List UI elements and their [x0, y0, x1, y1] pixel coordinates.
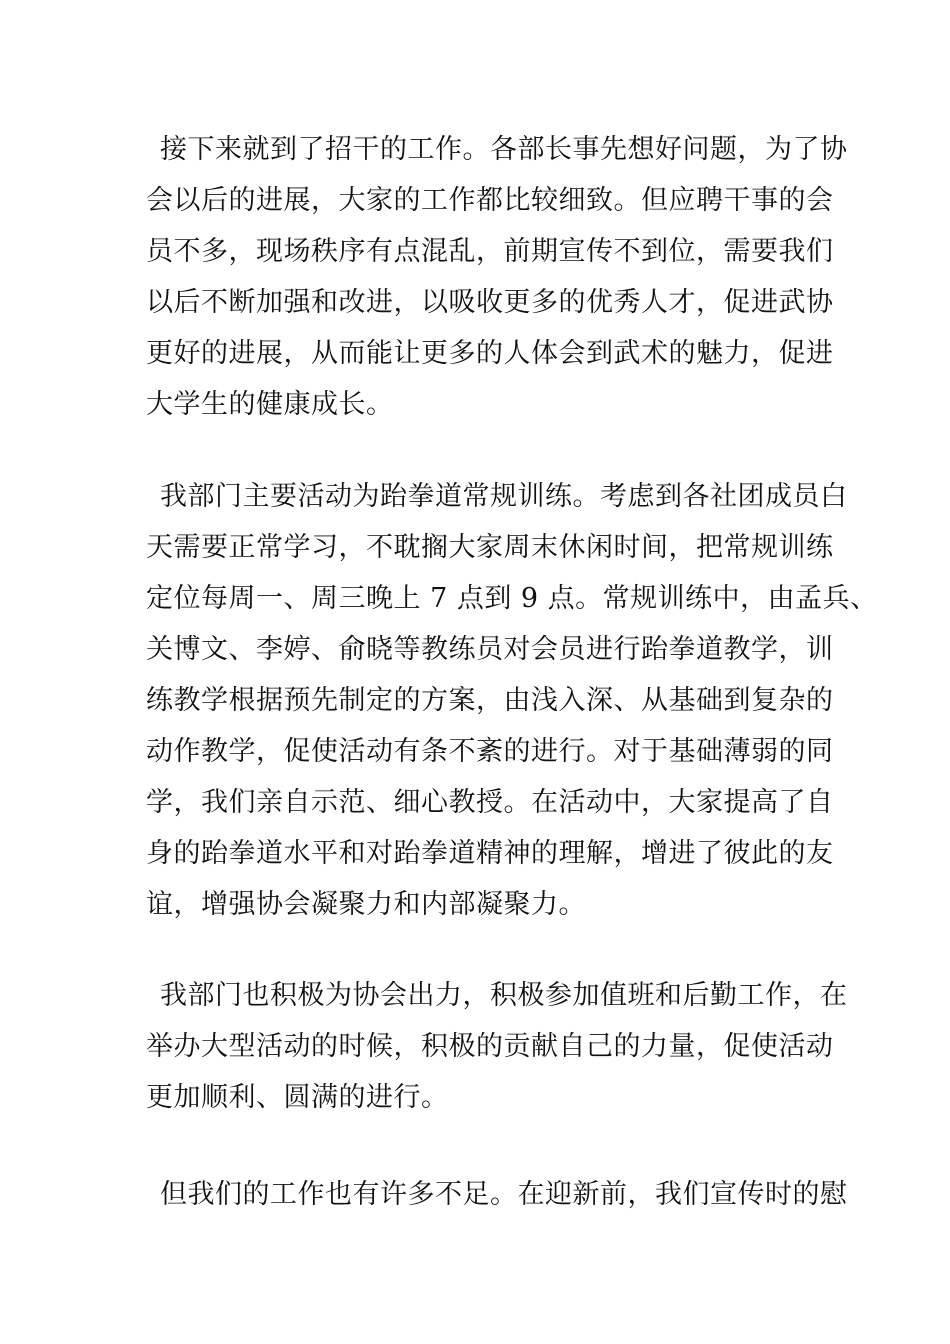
- paragraph-line: 更好的进展，从而能让更多的人体会到武术的魅力，促进: [146, 338, 834, 369]
- paragraph-line: 练教学根据预先制定的方案，由浅入深、从基础到复杂的: [146, 685, 834, 716]
- paragraph-line: 员不多，现场秩序有点混乱，前期宣传不到位，需要我们: [146, 236, 834, 267]
- paragraph-line: 天需要正常学习，不耽搁大家周末休闲时间，把常规训练: [146, 532, 834, 563]
- paragraph-line: 谊，增强协会凝聚力和内部凝聚力。: [146, 889, 586, 920]
- paragraph-training: [146, 471, 878, 930]
- paragraph-line: 更加顺利、圆满的进行。: [146, 1082, 449, 1113]
- paragraph-line: 以后不断加强和改进，以吸收更多的优秀人才，促进武协: [146, 287, 834, 318]
- paragraph-line: 我部门主要活动为跆拳道常规训练。考虑到各社团成员白: [160, 481, 848, 512]
- paragraph-shortcomings: [146, 1169, 848, 1220]
- paragraph-line: 接下来就到了招干的工作。各部长事先想好问题，为了协: [160, 134, 848, 165]
- paragraph-recruitment: [146, 124, 848, 430]
- paragraph-line: 大学生的健康成长。: [146, 389, 394, 420]
- paragraph-line: 举办大型活动的时候，积极的贡献自己的力量，促使活动: [146, 1031, 834, 1062]
- paragraph-line: 会以后的进展，大家的工作都比较细致。但应聘干事的会: [146, 185, 834, 216]
- paragraph-line: 身的跆拳道水平和对跆拳道精神的理解，增进了彼此的友: [146, 838, 834, 869]
- paragraph-line: 学，我们亲自示范、细心教授。在活动中，大家提高了自: [146, 787, 834, 818]
- paragraph-support: [146, 970, 848, 1123]
- paragraph-line: 动作教学，促使活动有条不紊的进行。对于基础薄弱的同: [146, 736, 834, 767]
- paragraph-line: 但我们的工作也有许多不足。在迎新前，我们宣传时的慰: [160, 1179, 848, 1210]
- paragraph-line: 我部门也积极为协会出力，积极参加值班和后勤工作，在: [160, 980, 848, 1011]
- paragraph-line: 关博文、李婷、俞晓等教练员对会员进行跆拳道教学，训: [146, 634, 834, 665]
- paragraph-line: 定位每周一、周三晚上 7 点到 9 点。常规训练中，由孟兵、: [146, 583, 878, 614]
